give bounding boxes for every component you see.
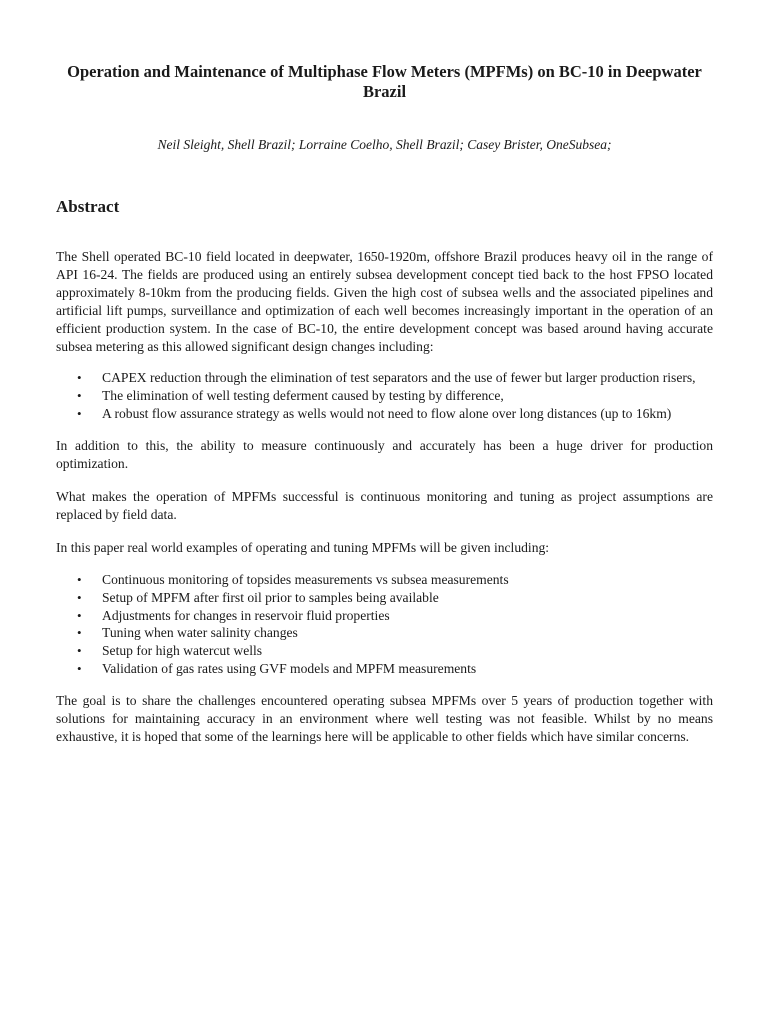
abstract-paragraph-2: In addition to this, the ability to measure continuously and accurately has been a huge driver for production optimization. bbox=[56, 438, 713, 472]
paper-title: Operation and Maintenance of Multiphase Flow Meters (MPFMs) on BC-10 in Deepwater Brazil bbox=[67, 62, 702, 101]
list-item-text: The elimination of well testing deferment caused by testing by difference, bbox=[102, 388, 504, 404]
bullet-icon: • bbox=[77, 643, 82, 659]
list-item bbox=[56, 642, 713, 660]
list-item-text: Setup of MPFM after first oil prior to samples being available bbox=[102, 589, 439, 605]
list-item bbox=[56, 660, 713, 678]
bullet-icon: • bbox=[77, 406, 82, 422]
list-item bbox=[56, 589, 713, 607]
abstract-paragraph-4: In this paper real world examples of operating and tuning MPFMs will be given including: bbox=[56, 539, 550, 555]
abstract-paragraph-1: The Shell operated BC-10 field located in deepwater, 1650-1920m, offshore Brazil produces heavy oil in the range of API 16-24. The fields are produced using an entirely subsea development concept tied back to the host FPSO located approximately 8-10km from the producing fields. Given the high cost of subsea wells and the associated pipelines and artificial lift pumps, surveillance and optimization of each well becomes increasingly important in the operation of an efficient production system. In the case of BC-10, the entire development concept was based around having accurate subsea metering as this allowed significant design changes including: bbox=[56, 249, 713, 354]
abstract-paragraph-3: What makes the operation of MPFMs successful is continuous monitoring and tuning as project assumptions are replaced by field data. bbox=[56, 488, 713, 522]
bullet-icon: • bbox=[77, 571, 82, 587]
design-changes-list bbox=[56, 369, 713, 423]
abstract-paragraph-5: The goal is to share the challenges encountered operating subsea MPFMs over 5 years of production together with solutions for maintaining accuracy in an environment where well testing was not feasible. Whilst by no means exhaustive, it is hoped that some of the learnings here will be applicable to other fields which have similar concerns. bbox=[56, 693, 713, 744]
author-line: Neil Sleight, Shell Brazil; Lorraine Coelho, Shell Brazil; Casey Brister, OneSubsea; bbox=[157, 137, 612, 152]
list-item bbox=[56, 607, 713, 625]
list-item-text: CAPEX reduction through the elimination of test separators and the use of fewer but larger production risers, bbox=[102, 370, 696, 386]
bullet-icon: • bbox=[77, 388, 82, 404]
abstract-heading: Abstract bbox=[56, 197, 120, 216]
bullet-icon: • bbox=[77, 370, 82, 386]
list-item bbox=[56, 405, 713, 423]
list-item-text: Continuous monitoring of topsides measurements vs subsea measurements bbox=[102, 571, 509, 587]
bullet-icon: • bbox=[77, 661, 82, 677]
list-item-text: Validation of gas rates using GVF models and MPFM measurements bbox=[102, 661, 477, 677]
list-item bbox=[56, 624, 713, 642]
list-item bbox=[56, 387, 713, 405]
list-item-text: Adjustments for changes in reservoir fluid properties bbox=[102, 607, 390, 623]
bullet-icon: • bbox=[77, 589, 82, 605]
bullet-icon: • bbox=[77, 607, 82, 623]
list-item-text: Setup for high watercut wells bbox=[102, 643, 263, 659]
bullet-icon: • bbox=[77, 625, 82, 641]
list-item-text: A robust flow assurance strategy as wells would not need to flow alone over long distances (up to 16km) bbox=[102, 406, 672, 422]
paper-page bbox=[56, 62, 713, 746]
list-item-text: Tuning when water salinity changes bbox=[102, 625, 298, 641]
list-item bbox=[56, 571, 713, 589]
list-item bbox=[56, 369, 713, 387]
examples-list bbox=[56, 571, 713, 678]
